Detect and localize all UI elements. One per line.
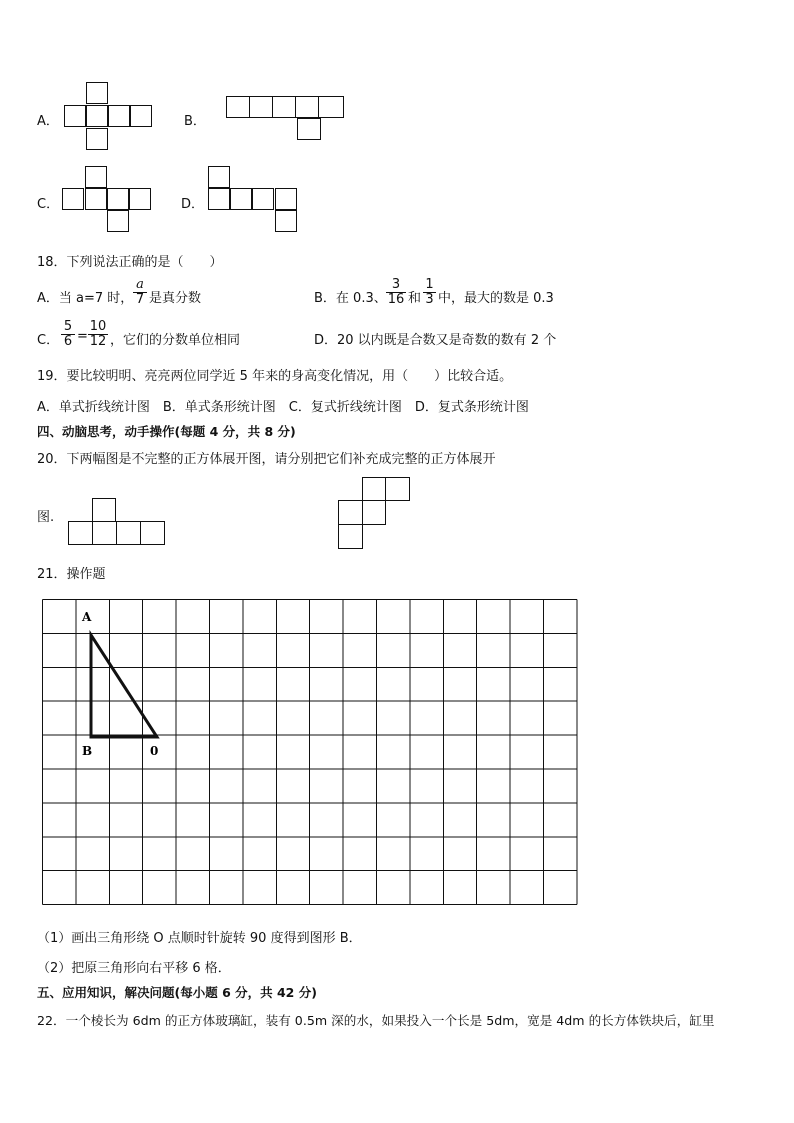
q18-option-c-equals: = [77,329,88,344]
point-a-label: A [82,610,92,624]
section-4-heading: 四、动脑思考，动手操作(每题 4 分，共 8 分) [37,424,296,439]
triangle-abo [91,635,157,737]
q18-option-b-mid: 和 [408,291,422,306]
q17-option-d-label: D． [181,197,205,212]
q18-option-c-suffix: ，它们的分数单位相同 [110,333,241,348]
q18-option-b-fraction-1: $\frac{3}{16}$ [387,277,405,307]
q21-stem: 21．操作题 [37,567,106,582]
point-o-label: 0 [150,744,159,758]
q18-option-a-fraction: $\frac{a}{7}$ [133,278,147,307]
q18-option-a-suffix: 是真分数 [149,291,202,306]
q18-option-b-prefix: B．在 0.3、 [314,291,387,306]
q21-task-1: （1）画出三角形绕 O 点顺时针旋转 90 度得到图形 B． [37,931,362,946]
q19-stem: 19．要比较明明、亮亮两位同学近 5 年来的身高变化情况，用（ ）比较合适。 [37,369,513,384]
q18-option-c-fraction-2: $\frac{10}{12}$ [89,319,107,349]
q18-option-b-suffix: 中，最大的数是 0.3 [438,291,554,306]
q17-option-b-label: B． [184,114,206,129]
point-b-label: B [82,744,93,758]
q18-option-d: D．20 以内既是合数又是奇数的数有 2 个 [314,333,557,348]
q18-stem: 18．下列说法正确的是（ ） [37,255,223,270]
q18-option-b-fraction-2: $\frac{1}{3}$ [423,278,436,307]
q20-stem-tail: 图. [37,510,55,525]
section-5-heading: 五、应用知识，解决问题(每小题 6 分，共 42 分) [37,985,317,1000]
q21-task-2: （2）把原三角形向右平移 6 格． [37,961,231,976]
q18-option-a-prefix: A．当 a=7 时， [37,291,134,306]
q18-option-c-prefix: C． [37,333,60,348]
q17-option-a-label: A． [37,114,59,129]
q18-option-c-fraction-1: $\frac{5}{6}$ [61,320,75,349]
q19-options: A．单式折线统计图 B．单式条形统计图 C．复式折线统计图 D．复式条形统计图 [37,400,529,415]
q17-option-c-label: C． [37,197,60,212]
q22-stem: 22．一个棱长为 6dm 的正方体玻璃缸，装有 0.5m 深的水，如果投入一个长是 5dm，宽是 4dm 的长方体铁块后，缸里 [37,1013,715,1028]
q20-stem: 20．下两幅图是不完整的正方体展开图，请分别把它们补充成完整的正方体展开 [37,452,496,467]
